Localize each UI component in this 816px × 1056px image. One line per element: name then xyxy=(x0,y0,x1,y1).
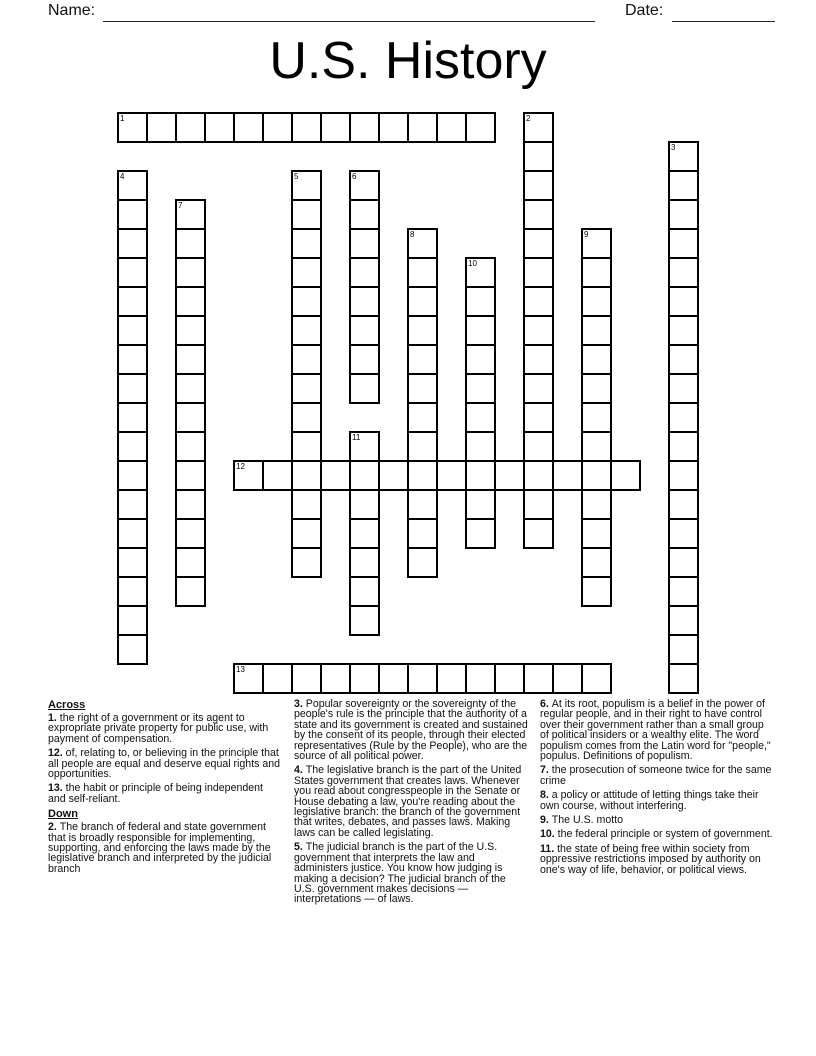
grid-clue-number: 13 xyxy=(236,665,245,674)
grid-cell xyxy=(349,605,380,636)
grid-cell xyxy=(523,257,554,288)
grid-cell xyxy=(465,402,496,433)
grid-cell xyxy=(407,663,438,694)
clue-column xyxy=(540,699,775,909)
clue-number: 10. xyxy=(540,828,558,841)
grid-cell xyxy=(581,286,612,317)
grid-cell xyxy=(175,228,206,259)
grid-cell xyxy=(175,518,206,549)
clue-column xyxy=(294,699,529,909)
grid-cell xyxy=(407,489,438,520)
grid-cell xyxy=(668,228,699,259)
grid-cell xyxy=(117,373,148,404)
grid-cell xyxy=(291,228,322,259)
name-fill-line xyxy=(103,5,595,22)
grid-cell xyxy=(175,344,206,375)
grid-clue-number: 2 xyxy=(526,114,531,123)
grid-cell xyxy=(291,286,322,317)
grid-cell xyxy=(465,344,496,375)
grid-clue-number: 3 xyxy=(671,143,676,152)
grid-cell xyxy=(494,663,525,694)
grid-cell xyxy=(465,286,496,317)
grid-cell xyxy=(465,373,496,404)
crossword-grid xyxy=(117,112,700,695)
grid-cell xyxy=(349,170,380,201)
grid-cell xyxy=(523,199,554,230)
grid-cell xyxy=(523,141,554,172)
grid-cell xyxy=(175,547,206,578)
grid-cell xyxy=(117,170,148,201)
clue-column xyxy=(48,699,283,909)
grid-cell xyxy=(117,518,148,549)
grid-cell xyxy=(436,460,467,491)
grid-cell xyxy=(407,315,438,346)
clue-number: 7. xyxy=(540,764,552,777)
grid-cell xyxy=(291,402,322,433)
grid-cell xyxy=(581,576,612,607)
grid-cell xyxy=(117,228,148,259)
grid-cell xyxy=(581,402,612,433)
grid-cell xyxy=(523,402,554,433)
name-label: Name: xyxy=(48,2,96,19)
clue-number: 3. xyxy=(294,698,306,710)
grid-cell xyxy=(668,663,699,694)
clue-list xyxy=(48,699,775,909)
date-fill-line xyxy=(672,5,775,22)
grid-cell xyxy=(581,518,612,549)
grid-cell xyxy=(407,431,438,462)
grid-cell xyxy=(668,547,699,578)
clue-number: 1. xyxy=(48,712,60,724)
clue-number: 11. xyxy=(540,842,558,855)
grid-cell xyxy=(175,489,206,520)
grid-cell xyxy=(407,228,438,259)
grid-cell xyxy=(523,286,554,317)
grid-cell xyxy=(175,257,206,288)
grid-cell xyxy=(349,257,380,288)
grid-cell xyxy=(175,460,206,491)
clue-6-down: 6. At its root, populism is a belief in the power of regular people, and in their right to have control over their government rather than a small group of political insiders or a wealthy elite. The word populism comes from the Latin word for "people," populus. Definitions of populism. xyxy=(540,698,771,763)
grid-cell xyxy=(349,344,380,375)
grid-cell xyxy=(349,199,380,230)
grid-cell xyxy=(175,112,206,143)
grid-cell xyxy=(581,257,612,288)
grid-clue-number: 1 xyxy=(120,114,125,123)
clue-3-down: 3. Popular sovereignty or the sovereignty of the people's rule is the principle that the authority of a state and its government is created and sustained by the consent of its people, through their elected representatives (Rule by the People), who are the source of all political power. xyxy=(294,698,528,763)
grid-cell xyxy=(233,663,264,694)
grid-cell xyxy=(465,431,496,462)
clue-number: 9. xyxy=(540,814,552,827)
grid-cell xyxy=(291,112,322,143)
grid-cell xyxy=(407,112,438,143)
grid-cell xyxy=(349,576,380,607)
grid-cell xyxy=(668,344,699,375)
clue-1-across: 1. the right of a government or its agent to expropriate private property for public use, with payment of compensation. xyxy=(48,712,269,745)
clue-section-header: Across xyxy=(48,699,86,711)
grid-cell xyxy=(291,431,322,462)
grid-cell xyxy=(349,518,380,549)
grid-cell xyxy=(378,460,409,491)
clue-number: 8. xyxy=(540,789,552,802)
grid-cell xyxy=(668,315,699,346)
grid-cell xyxy=(117,431,148,462)
grid-cell xyxy=(320,112,351,143)
grid-cell xyxy=(291,547,322,578)
clue-9-down: 9. The U.S. motto xyxy=(540,814,624,827)
grid-cell xyxy=(668,170,699,201)
grid-cell xyxy=(233,112,264,143)
grid-cell xyxy=(552,460,583,491)
grid-cell xyxy=(581,547,612,578)
grid-cell xyxy=(291,460,322,491)
grid-cell xyxy=(175,286,206,317)
grid-cell xyxy=(581,489,612,520)
grid-cell xyxy=(465,315,496,346)
grid-cell xyxy=(146,112,177,143)
grid-cell xyxy=(407,257,438,288)
grid-cell xyxy=(668,141,699,172)
grid-cell xyxy=(175,199,206,230)
grid-cell xyxy=(407,460,438,491)
grid-cell xyxy=(465,112,496,143)
grid-cell xyxy=(523,460,554,491)
grid-clue-number: 10 xyxy=(468,259,477,268)
clue-4-down: 4. The legislative branch is the part of the United States government that creates laws. Whenever you read about congresspeople in the Senate or House debating a law, you're reading about the legislative branch: the branch of the government that writes, debates, and passes laws. Making laws can be called legislating. xyxy=(294,764,522,839)
clue-number: 4. xyxy=(294,764,306,777)
clue-7-down: 7. the prosecution of someone twice for the same crime xyxy=(540,764,772,787)
grid-cell xyxy=(349,547,380,578)
grid-cell xyxy=(668,460,699,491)
grid-cell xyxy=(262,112,293,143)
clue-8-down: 8. a policy or attitude of letting things take their own course, without interfering. xyxy=(540,789,759,812)
grid-cell xyxy=(552,663,583,694)
grid-cell xyxy=(117,605,148,636)
grid-cell xyxy=(117,489,148,520)
grid-cell xyxy=(610,460,641,491)
grid-clue-number: 9 xyxy=(584,230,589,239)
grid-cell xyxy=(262,663,293,694)
grid-cell xyxy=(117,460,148,491)
grid-clue-number: 7 xyxy=(178,201,183,210)
clue-12-across: 12. of, relating to, or believing in the principle that all people are equal and deserve equal rights and opportunities. xyxy=(48,747,281,781)
grid-cell xyxy=(523,344,554,375)
grid-cell xyxy=(581,373,612,404)
grid-cell xyxy=(291,199,322,230)
grid-cell xyxy=(349,663,380,694)
grid-cell xyxy=(523,518,554,549)
grid-cell xyxy=(117,344,148,375)
grid-cell xyxy=(291,257,322,288)
grid-cell xyxy=(523,315,554,346)
grid-cell xyxy=(262,460,293,491)
grid-cell xyxy=(523,112,554,143)
grid-cell xyxy=(523,228,554,259)
grid-cell xyxy=(465,489,496,520)
clue-2-down: 2. The branch of federal and state government that is broadly responsible for implementing, supporting, and enforcing the laws made by the legislative branch and interpreted by the judicial branch xyxy=(48,821,272,875)
grid-cell xyxy=(204,112,235,143)
grid-cell xyxy=(523,431,554,462)
grid-cell xyxy=(291,170,322,201)
grid-cell xyxy=(175,576,206,607)
grid-clue-number: 12 xyxy=(236,462,245,471)
grid-cell xyxy=(668,518,699,549)
clue-13-across: 13. the habit or principle of being independent and self-reliant. xyxy=(48,782,263,805)
grid-cell xyxy=(407,286,438,317)
grid-cell xyxy=(668,373,699,404)
grid-cell xyxy=(581,460,612,491)
clue-10-down: 10. the federal principle or system of government. xyxy=(540,828,773,841)
grid-clue-number: 8 xyxy=(410,230,415,239)
grid-cell xyxy=(668,402,699,433)
grid-cell xyxy=(581,228,612,259)
grid-cell xyxy=(378,663,409,694)
grid-cell xyxy=(407,344,438,375)
grid-cell xyxy=(291,489,322,520)
grid-cell xyxy=(117,402,148,433)
clue-number: 2. xyxy=(48,821,60,834)
grid-cell xyxy=(494,460,525,491)
grid-clue-number: 5 xyxy=(294,172,299,181)
grid-cell xyxy=(668,199,699,230)
clue-section-header: Down xyxy=(48,808,78,821)
grid-cell xyxy=(349,489,380,520)
grid-cell xyxy=(668,286,699,317)
grid-cell xyxy=(349,228,380,259)
grid-cell xyxy=(117,634,148,665)
grid-cell xyxy=(668,576,699,607)
grid-cell xyxy=(378,112,409,143)
grid-cell xyxy=(523,170,554,201)
grid-cell xyxy=(465,518,496,549)
grid-cell xyxy=(668,431,699,462)
grid-cell xyxy=(523,663,554,694)
grid-cell xyxy=(175,373,206,404)
grid-cell xyxy=(175,431,206,462)
grid-cell xyxy=(581,344,612,375)
grid-cell xyxy=(407,373,438,404)
clue-number: 13. xyxy=(48,782,66,795)
date-label: Date: xyxy=(625,2,664,19)
clue-5-down: 5. The judicial branch is the part of the U.S. government that interprets the law and administers justice. You know how judging is making a decision? The judicial branch of the U.S. government makes decisions — interpretations — of laws. xyxy=(294,841,506,906)
grid-cell xyxy=(581,431,612,462)
grid-cell xyxy=(465,257,496,288)
grid-cell xyxy=(117,286,148,317)
grid-cell xyxy=(407,518,438,549)
grid-cell xyxy=(175,315,206,346)
grid-cell xyxy=(668,605,699,636)
grid-cell xyxy=(436,663,467,694)
grid-cell xyxy=(668,257,699,288)
grid-cell xyxy=(349,431,380,462)
grid-cell xyxy=(465,663,496,694)
grid-cell xyxy=(349,460,380,491)
grid-cell xyxy=(581,315,612,346)
grid-clue-number: 4 xyxy=(120,172,125,181)
grid-cell xyxy=(320,460,351,491)
grid-cell xyxy=(117,199,148,230)
grid-cell xyxy=(117,576,148,607)
grid-cell xyxy=(233,460,264,491)
clue-number: 5. xyxy=(294,841,306,854)
grid-cell xyxy=(349,373,380,404)
grid-cell xyxy=(320,663,351,694)
grid-cell xyxy=(291,373,322,404)
grid-cell xyxy=(668,634,699,665)
grid-clue-number: 11 xyxy=(352,433,361,442)
grid-cell xyxy=(117,257,148,288)
grid-cell xyxy=(291,663,322,694)
grid-cell xyxy=(291,518,322,549)
grid-cell xyxy=(668,489,699,520)
grid-cell xyxy=(117,112,148,143)
grid-cell xyxy=(523,489,554,520)
grid-cell xyxy=(465,460,496,491)
grid-cell xyxy=(291,315,322,346)
grid-cell xyxy=(175,402,206,433)
grid-cell xyxy=(291,344,322,375)
grid-cell xyxy=(407,402,438,433)
clue-number: 12. xyxy=(48,747,66,760)
grid-cell xyxy=(349,286,380,317)
grid-cell xyxy=(349,112,380,143)
grid-cell xyxy=(581,663,612,694)
grid-cell xyxy=(349,315,380,346)
clue-number: 6. xyxy=(540,698,552,710)
grid-clue-number: 6 xyxy=(352,172,357,181)
clue-11-down: 11. the state of being free within society from oppressive restrictions imposed by authority on one's way of life, behavior, or political views. xyxy=(540,842,761,876)
grid-cell xyxy=(523,373,554,404)
grid-cell xyxy=(407,547,438,578)
grid-cell xyxy=(117,547,148,578)
grid-cell xyxy=(117,315,148,346)
page-title: U.S. History xyxy=(269,32,547,90)
grid-cell xyxy=(436,112,467,143)
